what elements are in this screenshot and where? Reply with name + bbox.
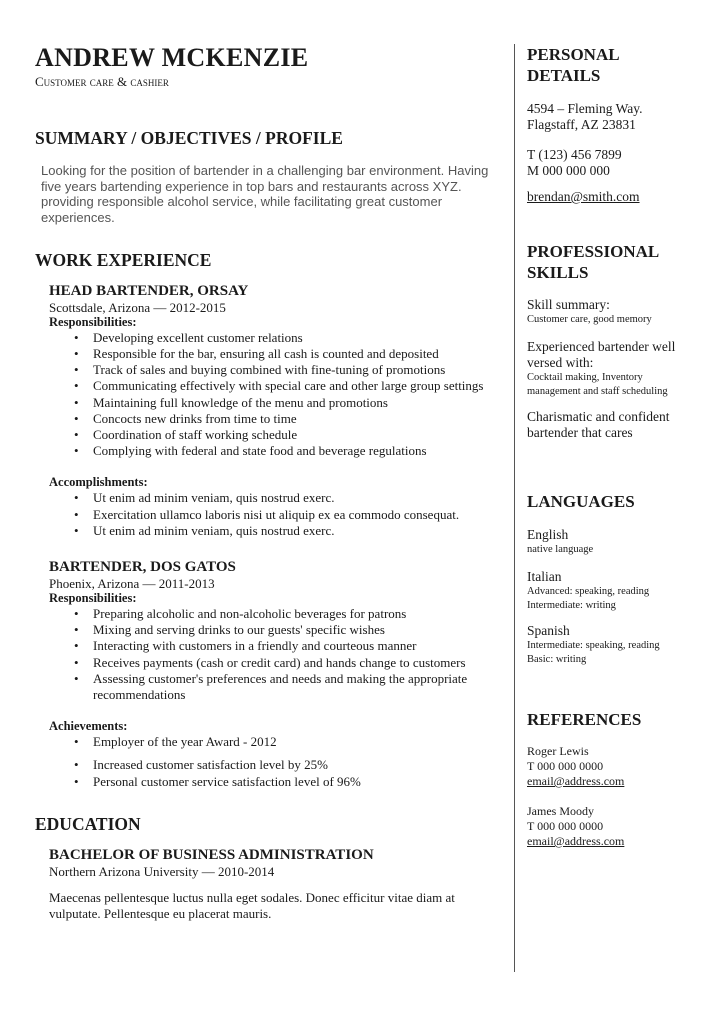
summary-text: Looking for the position of bartender in a challenging bar environment. Having five years bartending experience in top bars and restaurants across XYZ. providing responsible alcohol service, while facilitating great customer experiences. — [41, 163, 489, 226]
column-divider — [514, 44, 515, 972]
mobile: M 000 000 000 — [527, 163, 610, 178]
language-level: Intermediate: speaking, reading — [527, 640, 660, 651]
achievements-list — [49, 734, 490, 790]
list-item: • Responsible for the bar, ensuring all cash is counted and deposited — [74, 346, 439, 362]
bullet-icon: • — [74, 522, 79, 538]
bullet-icon: • — [74, 443, 79, 459]
bullet-icon: • — [74, 757, 79, 773]
summary-title: SUMMARY / OBJECTIVES / PROFILE — [35, 128, 343, 148]
phone: T (123) 456 7899 — [527, 147, 622, 162]
accomplishments-list — [49, 490, 490, 539]
job-entry — [49, 559, 490, 790]
list-item: • Track of sales and buying combined with fine-tuning of promotions — [74, 362, 446, 378]
reference-email-link[interactable]: email@address.com — [527, 834, 625, 848]
skill-summary-label: Skill summary: — [527, 297, 610, 312]
skill-summary-detail: Customer care, good memory — [527, 314, 652, 325]
bullet-icon: • — [74, 427, 79, 443]
education-description: Maecenas pellentesque luctus nulla eget sodales. Donec efficitur vitae diam at vulputate. Pellentesque eu placerat mauris. — [49, 889, 455, 921]
reference-entry — [527, 744, 702, 789]
achievements-label: Achievements: — [49, 719, 128, 734]
list-item: • Personal customer service satisfaction level of 96% — [74, 773, 361, 789]
professional-skills-section — [527, 241, 702, 441]
personal-details-section — [527, 44, 702, 205]
languages-title: LANGUAGES — [527, 492, 635, 511]
job-location-dates: Phoenix, Arizona — 2011-2013 — [49, 576, 215, 592]
reference-email-link[interactable]: email@address.com — [527, 774, 625, 788]
charisma-text: Charismatic and confident bartender that cares — [527, 409, 670, 440]
degree-title: BACHELOR OF BUSINESS ADMINISTRATION — [49, 846, 374, 863]
experience-detail: Cocktail making, Inventory management and staff scheduling — [527, 372, 668, 397]
list-item: • Employer of the year Award - 2012 — [74, 734, 277, 750]
list-item: • Assessing customer's preferences and needs and making the appropriate recommendations — [74, 670, 468, 703]
language-entry — [527, 527, 702, 557]
list-item: • Complying with federal and state food and beverage regulations — [74, 443, 427, 459]
main-column — [35, 44, 490, 922]
list-item: • Communicating effectively with special care and other large group settings — [74, 378, 484, 394]
candidate-subtitle: Customer care & cashier — [35, 74, 169, 89]
bullet-icon: • — [74, 329, 79, 345]
job-title: HEAD BARTENDER, ORSAY — [49, 282, 249, 299]
bullet-icon: • — [74, 622, 79, 638]
bullet-icon: • — [74, 378, 79, 394]
language-name: English — [527, 527, 569, 542]
bullet-icon: • — [74, 362, 79, 378]
list-item: • Increased customer satisfaction level by 25% — [74, 757, 328, 773]
reference-phone: T 000 000 0000 — [527, 759, 604, 773]
list-item: • Exercitation ullamco laboris nisi ut aliquip ex ea commodo consequat. — [74, 506, 460, 522]
address: 4594 – Fleming Way. Flagstaff, AZ 23831 — [527, 101, 643, 132]
sidebar-column — [527, 44, 702, 849]
email-link[interactable]: brendan@smith.com — [527, 189, 640, 204]
languages-section — [527, 491, 702, 667]
language-level: native language — [527, 544, 594, 555]
bullet-icon: • — [74, 606, 79, 622]
bullet-icon: • — [74, 410, 79, 426]
reference-phone: T 000 000 0000 — [527, 819, 604, 833]
bullet-icon: • — [74, 670, 79, 686]
list-item: • Mixing and serving drinks to our guests' specific wishes — [74, 622, 385, 638]
language-name: Italian — [527, 569, 562, 584]
language-level: Basic: writing — [527, 654, 587, 665]
bullet-icon: • — [74, 394, 79, 410]
bullet-icon: • — [74, 773, 79, 789]
reference-entry — [527, 804, 702, 849]
language-level: Advanced: speaking, reading — [527, 586, 650, 597]
list-item: • Maintaining full knowledge of the menu and promotions — [74, 394, 388, 410]
bullet-icon: • — [74, 638, 79, 654]
bullet-icon: • — [74, 506, 79, 522]
school-dates: Northern Arizona University — 2010-2014 — [49, 863, 275, 879]
education-title: EDUCATION — [35, 813, 141, 834]
list-item: • Ut enim ad minim veniam, quis nostrud exerc. — [74, 522, 335, 538]
list-item: • Preparing alcoholic and non-alcoholic beverages for patrons — [74, 606, 407, 622]
responsibilities-list — [49, 606, 490, 703]
bullet-icon: • — [74, 346, 79, 362]
language-name: Spanish — [527, 623, 570, 638]
list-item: • Coordination of staff working schedule — [74, 427, 298, 443]
professional-skills-title: PROFESSIONAL SKILLS — [527, 242, 660, 282]
responsibilities-list — [49, 330, 490, 460]
responsibilities-label: Responsibilities: — [49, 314, 137, 329]
job-entry — [49, 283, 490, 539]
bullet-icon: • — [74, 490, 79, 506]
language-entry — [527, 569, 702, 613]
language-entry — [527, 623, 702, 667]
experience-label: Experienced bartender well versed with: — [527, 339, 676, 370]
responsibilities-label: Responsibilities: — [49, 591, 137, 606]
list-item: • Concocts new drinks from time to time — [74, 410, 297, 426]
reference-name: James Moody — [527, 804, 594, 818]
list-item: • Interacting with customers in a friendly and courteous manner — [74, 638, 417, 654]
language-level: Intermediate: writing — [527, 600, 616, 611]
list-item: • Receives payments (cash or credit card) and hands change to customers — [74, 654, 466, 670]
personal-details-title: PERSONAL DETAILS — [527, 45, 620, 85]
job-location-dates: Scottsdale, Arizona — 2012-2015 — [49, 299, 226, 315]
education-entry — [49, 847, 490, 922]
work-experience-title: WORK EXPERIENCE — [35, 249, 212, 270]
list-item: • Developing excellent customer relations — [74, 329, 303, 345]
references-title: REFERENCES — [527, 710, 642, 729]
list-item: • Ut enim ad minim veniam, quis nostrud exerc. — [74, 490, 335, 506]
job-title: BARTENDER, DOS GATOS — [49, 559, 236, 576]
candidate-name: ANDREW MCKENZIE — [35, 43, 309, 72]
reference-name: Roger Lewis — [527, 744, 589, 758]
references-section — [527, 709, 702, 849]
accomplishments-label: Accomplishments: — [49, 475, 148, 490]
bullet-icon: • — [74, 654, 79, 670]
bullet-icon: • — [74, 734, 79, 750]
phone-numbers — [527, 147, 702, 179]
